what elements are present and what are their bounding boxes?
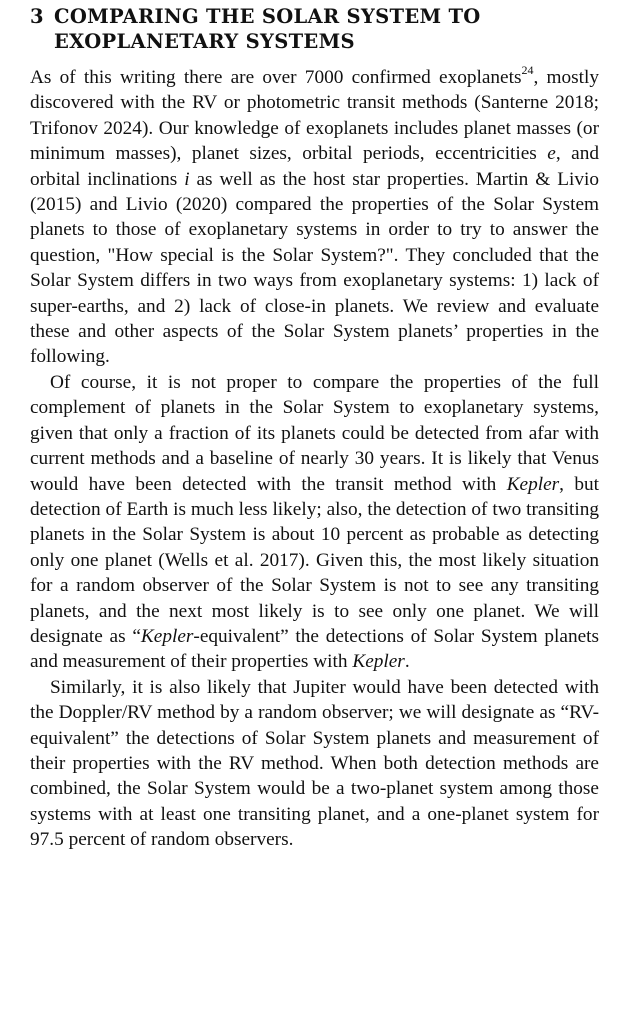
text-run: as well as the host star properties. Martin & Livio (2015) and Livio (2020) compared the properties of the Solar System planets to those of exoplanetary systems in order to try to answer the question, "How special is the Solar System?". They concluded that the Solar System differs in two ways from exoplanetary systems: 1) lack of super-earths, and 2) lack of close-in planets. We review and evaluate these and other aspects of the Solar System planets’ properties in the following.	[30, 168, 599, 368]
italic-text: Kepler	[506, 473, 560, 495]
text-run: .	[404, 651, 410, 673]
text-run: As of this writing there are over 7000 confirmed exoplanets	[30, 67, 522, 88]
text-run: , and orbital inclinations	[30, 143, 599, 190]
text-run: , mostly discovered with the RV or photometric transit methods (Santerne 2018; Trifonov 2024). Our knowledge of exoplanets includes planet masses (or minimum masses), planet sizes, orbital periods, eccentricities	[30, 67, 599, 165]
italic-text: Kepler	[352, 651, 405, 673]
italic-text: e	[547, 143, 556, 165]
italic-text: i	[184, 168, 190, 190]
section-heading	[30, 4, 599, 54]
italic-text: Kepler	[140, 625, 194, 647]
text-run: Similarly, it is also likely that Jupiter would have been detected with the Doppler/RV method by a random observer; we will designate as “RV-equivalent” the detections of Solar System planets and measurement of their properties with the RV method. When both detection methods are combined, the Solar System would be a two-planet system among those systems with at least one transiting planet, and a one-planet system for 97.5 percent of random observers.	[30, 676, 599, 851]
text-run: -equivalent” the detections of Solar System planets and measurement of their properties with	[30, 625, 600, 673]
paragraph-1	[30, 65, 599, 370]
footnote-marker: 24	[521, 63, 534, 77]
text-run: , but detection of Earth is much less likely; also, the detection of two transiting planets in the Solar System is about 10 percent as probable as detecting only one planet (Wells et al. 2017). Given this, the most likely situation for a random observer of the Solar System is not to see any transiting planets, and the next most likely is to see only one planet. We will designate as “	[30, 473, 599, 647]
section-number: 3	[30, 5, 44, 28]
text-run: Of course, it is not proper to compare the properties of the full complement of planets in the Solar System to exoplanetary systems, given that only a fraction of its planets could be detected from afar with current methods and a baseline of nearly 30 years. It is likely that Venus would have been detected with the transit method with	[30, 371, 599, 495]
paragraph-3	[30, 675, 599, 853]
paragraph-2	[30, 370, 599, 675]
section-title: COMPARING THE SOLAR SYSTEM TO EXOPLANETARY SYSTEMS	[54, 5, 481, 53]
